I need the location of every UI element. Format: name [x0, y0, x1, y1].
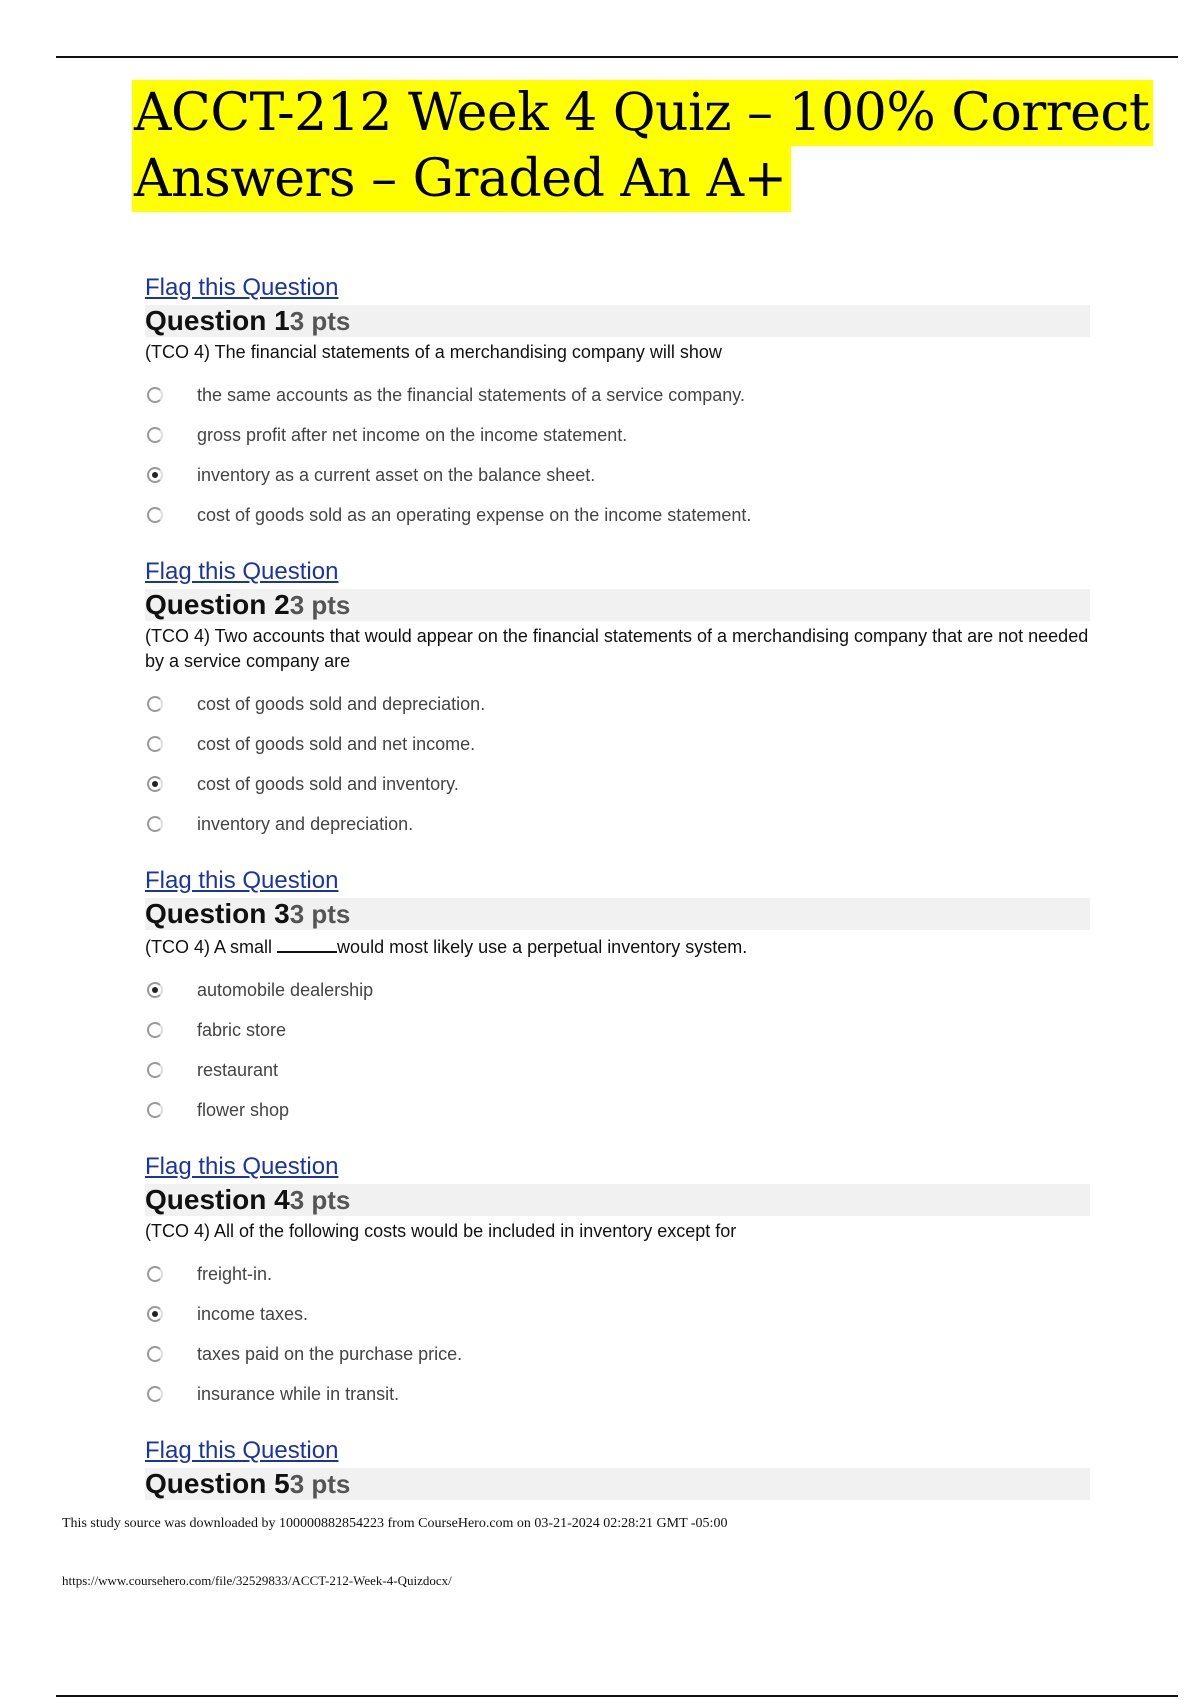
- answer-option[interactable]: [145, 970, 1090, 1010]
- answer-label: flower shop: [197, 1099, 290, 1120]
- question-text: (TCO 4) All of the following costs would be included in inventory except for: [145, 1221, 737, 1241]
- answer-options: [145, 970, 1090, 1130]
- download-source-note: This study source was downloaded by 100000882854223 from CourseHero.com on 03-21-2024 02:28:21 GMT -05:00: [62, 1516, 728, 1531]
- flag-question-link[interactable]: Flag this Question: [145, 274, 339, 301]
- answer-option[interactable]: [145, 1050, 1090, 1090]
- radio-button[interactable]: [147, 387, 163, 403]
- flag-question-link[interactable]: Flag this Question: [145, 1153, 339, 1180]
- question-2: [145, 557, 1090, 844]
- answer-label: cost of goods sold and net income.: [197, 733, 476, 754]
- radio-button[interactable]: [147, 1386, 163, 1402]
- radio-button[interactable]: [147, 696, 163, 712]
- question-header: [145, 1184, 1090, 1216]
- question-text-after: would most likely use a perpetual inventory system.: [337, 937, 748, 957]
- radio-button[interactable]: [147, 427, 163, 443]
- answer-options: [145, 375, 1090, 535]
- title-line-1: ACCT-212 Week 4 Quiz – 100% Correct: [132, 80, 1153, 146]
- answer-label: restaurant: [197, 1059, 279, 1080]
- question-title: Question 2: [145, 589, 290, 620]
- question-header: [145, 1468, 1090, 1500]
- question-title: Question 4: [145, 1184, 290, 1215]
- answer-label: taxes paid on the purchase price.: [197, 1343, 463, 1364]
- flag-question-link[interactable]: Flag this Question: [145, 558, 339, 585]
- question-points: 3 pts: [289, 898, 351, 929]
- bottom-rule: [56, 1695, 1178, 1697]
- answer-option[interactable]: [145, 1294, 1090, 1334]
- question-1: [145, 273, 1090, 535]
- radio-button[interactable]: [147, 1266, 163, 1282]
- answer-label: automobile dealership: [197, 979, 374, 1000]
- answer-option[interactable]: [145, 724, 1090, 764]
- answer-option[interactable]: [145, 804, 1090, 844]
- answer-label: gross profit after net income on the income statement.: [197, 424, 628, 445]
- answer-label: cost of goods sold as an operating expense on the income statement.: [197, 504, 752, 525]
- answer-label: income taxes.: [197, 1303, 309, 1324]
- answer-label: freight-in.: [197, 1263, 273, 1284]
- answer-option[interactable]: [145, 415, 1090, 455]
- radio-button-selected[interactable]: [147, 982, 163, 998]
- title-line-2: Answers – Graded An A+: [132, 146, 791, 212]
- page-title: [132, 80, 1150, 212]
- radio-button[interactable]: [147, 816, 163, 832]
- flag-question-link[interactable]: Flag this Question: [145, 867, 339, 894]
- radio-button[interactable]: [147, 1102, 163, 1118]
- answer-option[interactable]: [145, 1254, 1090, 1294]
- radio-button[interactable]: [147, 1062, 163, 1078]
- top-rule: [56, 56, 1178, 58]
- answer-options: [145, 1254, 1090, 1414]
- answer-label: inventory as a current asset on the balance sheet.: [197, 464, 596, 485]
- answer-label: insurance while in transit.: [197, 1383, 400, 1404]
- source-url: https://www.coursehero.com/file/32529833/ACCT-212-Week-4-Quizdocx/: [62, 1573, 452, 1588]
- answer-option[interactable]: [145, 1090, 1090, 1130]
- question-title: Question 5: [145, 1468, 290, 1499]
- question-points: 3 pts: [289, 305, 351, 336]
- question-title: Question 1: [145, 305, 290, 336]
- answer-option[interactable]: [145, 684, 1090, 724]
- answer-label: the same accounts as the financial statements of a service company.: [197, 384, 745, 405]
- answer-option[interactable]: [145, 1334, 1090, 1374]
- answer-option[interactable]: [145, 375, 1090, 415]
- answer-option[interactable]: [145, 455, 1090, 495]
- question-points: 3 pts: [289, 1468, 351, 1499]
- answer-label: fabric store: [197, 1019, 287, 1040]
- question-header: [145, 898, 1090, 930]
- question-text-before: (TCO 4) A small: [145, 937, 273, 957]
- answer-label: inventory and depreciation.: [197, 813, 414, 834]
- radio-button-selected[interactable]: [147, 1306, 163, 1322]
- flag-question-link[interactable]: Flag this Question: [145, 1437, 339, 1464]
- answer-option[interactable]: [145, 495, 1090, 535]
- answer-option[interactable]: [145, 1010, 1090, 1050]
- radio-button[interactable]: [147, 736, 163, 752]
- answer-options: [145, 684, 1090, 844]
- answer-label: cost of goods sold and depreciation.: [197, 693, 486, 714]
- question-text: (TCO 4) Two accounts that would appear on the financial statements of a merchandising company that are not needed by a service company are: [145, 626, 1089, 671]
- question-4: [145, 1152, 1090, 1414]
- answer-option[interactable]: [145, 1374, 1090, 1414]
- question-list: [145, 273, 1090, 1522]
- question-5: [145, 1436, 1090, 1500]
- fill-in-blank: [277, 933, 337, 953]
- question-text: (TCO 4) The financial statements of a merchandising company will show: [145, 342, 722, 362]
- answer-option[interactable]: [145, 764, 1090, 804]
- radio-button[interactable]: [147, 507, 163, 523]
- answer-label: cost of goods sold and inventory.: [197, 773, 459, 794]
- question-title: Question 3: [145, 898, 290, 929]
- question-header: [145, 305, 1090, 337]
- question-text: [145, 933, 1090, 960]
- question-3: [145, 866, 1090, 1130]
- question-points: 3 pts: [289, 1184, 351, 1215]
- question-header: [145, 589, 1090, 621]
- radio-button-selected[interactable]: [147, 467, 163, 483]
- radio-button-selected[interactable]: [147, 776, 163, 792]
- radio-button[interactable]: [147, 1022, 163, 1038]
- radio-button[interactable]: [147, 1346, 163, 1362]
- question-points: 3 pts: [289, 589, 351, 620]
